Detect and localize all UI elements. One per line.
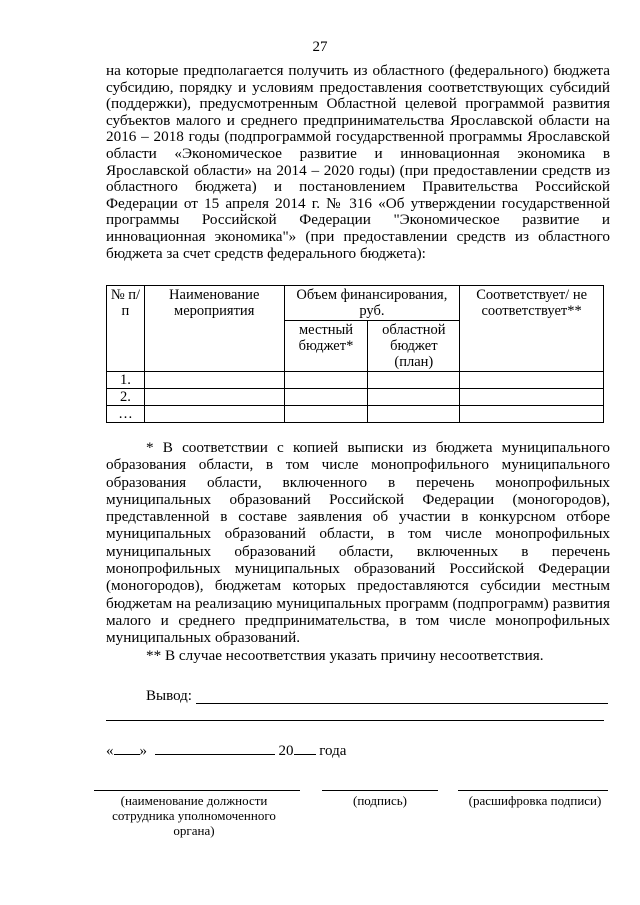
row-number: 2. xyxy=(107,389,145,406)
conclusion-line-2 xyxy=(106,720,604,721)
page-number: 27 xyxy=(312,39,328,55)
table-cell xyxy=(284,372,368,389)
date-line xyxy=(106,740,346,760)
table-cell xyxy=(368,372,460,389)
table-row xyxy=(107,372,604,389)
header-event-name: Наименование мероприятия xyxy=(144,286,284,372)
signature-line xyxy=(322,790,438,791)
table-cell xyxy=(284,389,368,406)
row-number: 1. xyxy=(107,372,145,389)
year-prefix: 20 xyxy=(278,743,294,759)
table-cell xyxy=(368,406,460,423)
table-header-row xyxy=(107,286,604,321)
intro-paragraph: на которые предполагается получить из областного (федерального) бюджета субсидию, порядку и условиям предоставления соответствующих субсидий (поддержки), предусмотренным Областной целевой программой развития субъектов малого и среднего предпринимательства Ярославской области на 2016 – 2018 годы (подпрограммой государственной программы Ярославской области «Экономическое развитие и инновационная экономика в Ярославской области» на 2014 – 2020 годы) (при предоставлении средств из областного бюджета) и постановлением Правительства Российской Федерации от 15 апреля 2014 г. № 316 «Об утверждении государственной программы Российской Федерации "Экономическое развитие и инновационная экономика"» (при предоставлении средств из областного бюджета за счет средств федерального бюджета): xyxy=(106,62,610,262)
decoding-caption: (расшифровка подписи) xyxy=(468,793,602,808)
date-open-quote: « xyxy=(106,743,114,759)
footnote-1: * В соответствии с копией выписки из бюджета муниципального образования области, в том числе монопрофильного муниципального образования области, включенного в перечень монопрофильных муниципальных образований Российской Федерации (моногородов), представленной в составе заявления об участии в конкурсном отборе муниципальных образований области, в том числе монопрофильных муниципальных образований области, включенных в перечень монопрофильных муниципальных образований Российской Федерации (моногородов), бюджетам которых предоставляются субсидии местным бюджетам на реализацию муниципальных программ (подпрограмм) развития малого и среднего предпринимательства, в том числе монопрофильных муниципальных образований. xyxy=(106,439,610,647)
funding-table xyxy=(106,285,604,423)
table-cell xyxy=(460,406,604,423)
header-number: № п/п xyxy=(107,286,145,372)
signature-caption: (подпись) xyxy=(353,793,407,808)
year-blank xyxy=(294,740,316,755)
day-blank xyxy=(114,740,140,755)
header-local-budget: местный бюджет* xyxy=(284,321,368,372)
position-caption: (наименование должности сотрудника уполномоченного органа) xyxy=(112,793,276,838)
row-number: … xyxy=(107,406,145,423)
position-line xyxy=(94,790,300,791)
conclusion-line-1 xyxy=(196,703,608,704)
footnotes xyxy=(106,439,610,664)
header-compliance: Соответствует/ не соответствует** xyxy=(460,286,604,372)
table-cell xyxy=(144,389,284,406)
date-close-quote: » xyxy=(139,743,147,759)
table-cell xyxy=(284,406,368,423)
table-cell xyxy=(368,389,460,406)
table-row xyxy=(107,406,604,423)
header-funding: Объем финансирования, руб. xyxy=(284,286,460,321)
table-cell xyxy=(460,372,604,389)
decoding-line xyxy=(458,790,608,791)
month-blank xyxy=(155,740,275,755)
table-cell xyxy=(460,389,604,406)
table-cell xyxy=(144,406,284,423)
year-suffix: года xyxy=(319,743,347,759)
footnote-2: ** В случае несоответствия указать причину несоответствия. xyxy=(146,646,544,664)
table-row xyxy=(107,389,604,406)
conclusion-label: Вывод: xyxy=(146,688,192,704)
table-cell xyxy=(144,372,284,389)
header-regional-budget: областной бюджет (план) xyxy=(368,321,460,372)
